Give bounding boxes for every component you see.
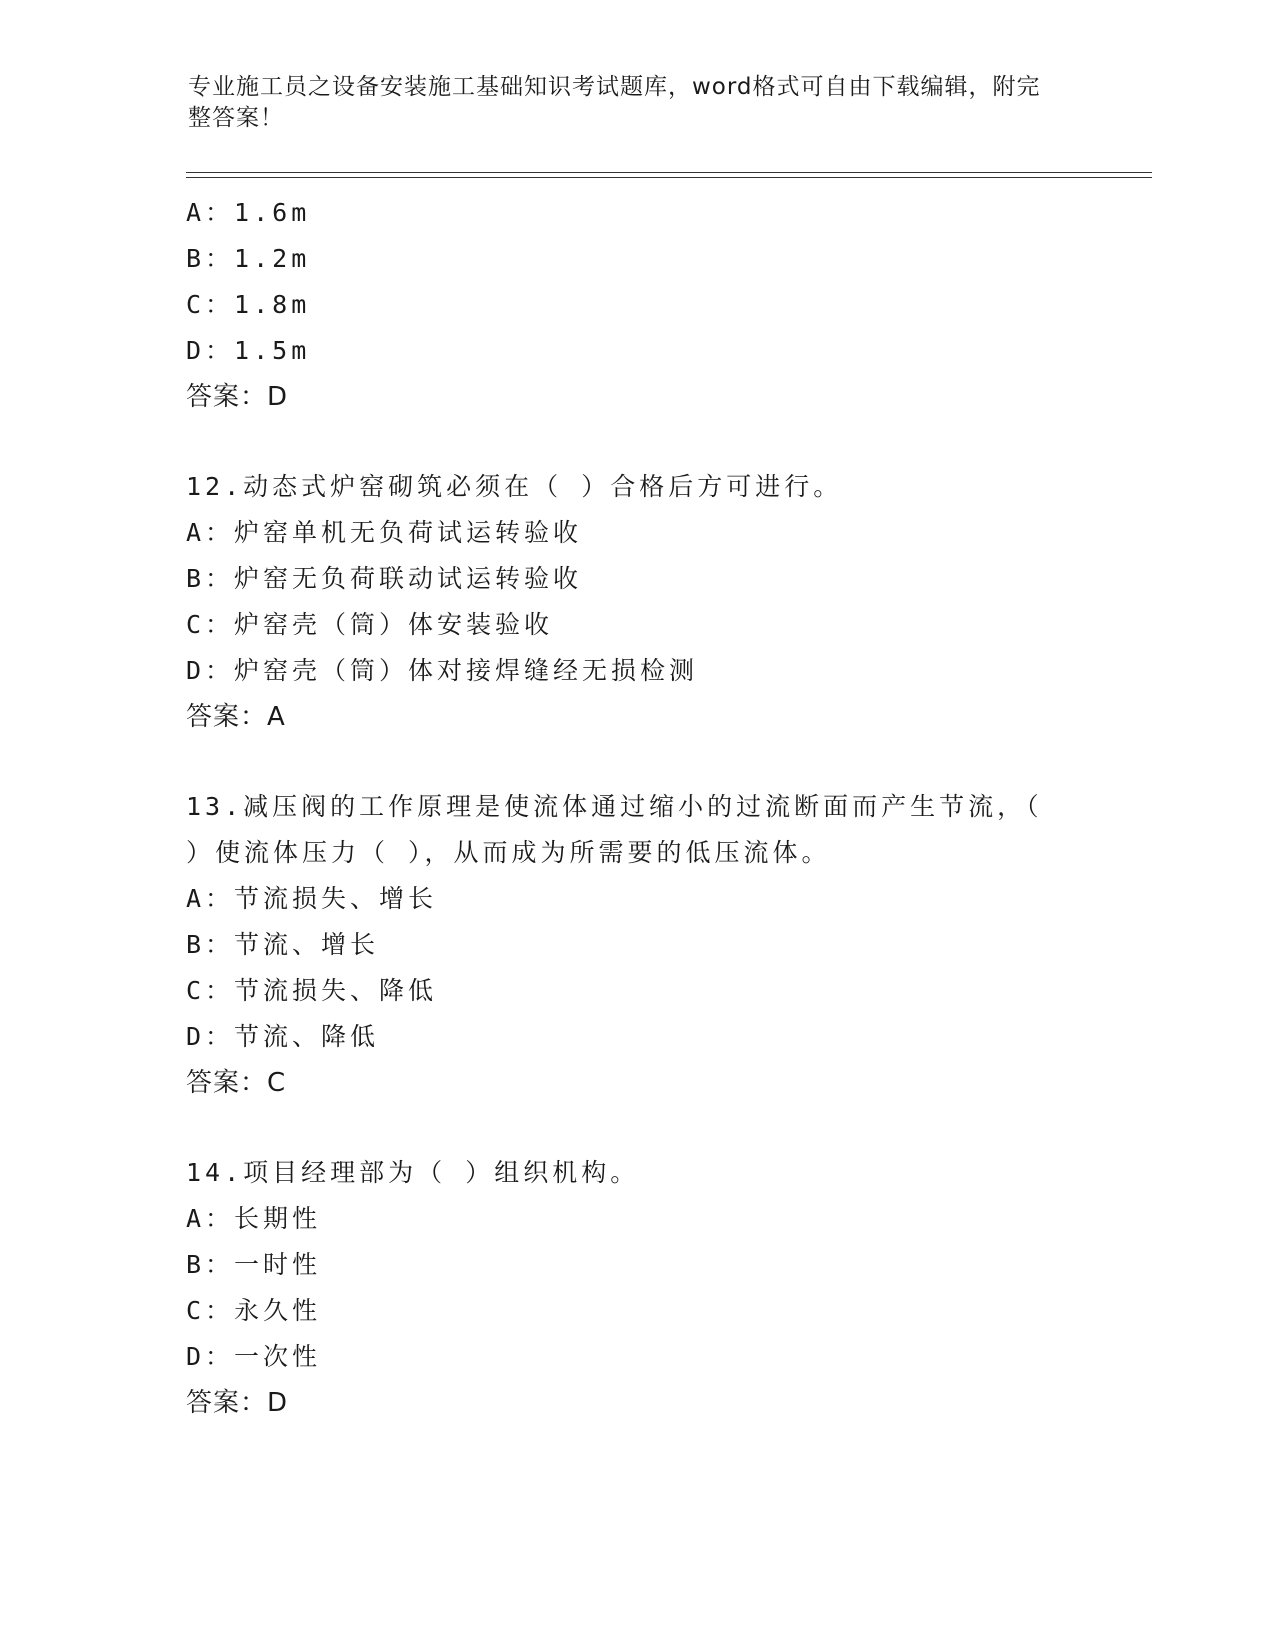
option-b: B：1.2m [186, 244, 311, 273]
answer: 答案：D [186, 382, 289, 412]
option-d: D：一次性 [186, 1342, 322, 1371]
option-a: A：炉窑单机无负荷试运转验收 [186, 518, 583, 547]
answer: 答案：D [186, 1388, 289, 1418]
option-c: C：节流损失、降低 [186, 976, 438, 1005]
question-12 [186, 464, 1146, 740]
question-stem-line-2: ）使流体压力（ ），从而成为所需要的低压流体。 [186, 838, 831, 867]
option-d: D：1.5m [186, 336, 311, 365]
answer: 答案：A [186, 702, 286, 732]
option-c: C：永久性 [186, 1296, 322, 1325]
page-header [188, 72, 1068, 134]
header-title-line-2: 整答案！ [188, 105, 284, 131]
question-stem: 12.动态式炉窑砌筑必须在（ ）合格后方可进行。 [186, 472, 843, 501]
option-a: A：节流损失、增长 [186, 884, 438, 913]
option-a: A：1.6m [186, 198, 311, 227]
question-13 [186, 784, 1146, 1106]
question-stem: 14.项目经理部为（ ）组织机构。 [186, 1158, 640, 1187]
spacer [186, 740, 1146, 784]
spacer [186, 420, 1146, 464]
answer: 答案：C [186, 1068, 287, 1098]
spacer [186, 1106, 1146, 1150]
option-b: B：节流、增长 [186, 930, 380, 959]
header-title-line-1: 专业施工员之设备安装施工基础知识考试题库，word格式可自由下载编辑，附完 [188, 74, 1041, 100]
question-stem-line-1: 13.减压阀的工作原理是使流体通过缩小的过流断面而产生节流，（ [186, 792, 1043, 821]
header-rule-top [186, 172, 1152, 173]
option-d: D：炉窑壳（筒）体对接焊缝经无损检测 [186, 656, 699, 685]
option-b: B：炉窑无负荷联动试运转验收 [186, 564, 583, 593]
option-b: B：一时性 [186, 1250, 322, 1279]
option-d: D：节流、降低 [186, 1022, 380, 1051]
option-c: C：炉窑壳（筒）体安装验收 [186, 610, 554, 639]
header-rule-bottom [186, 177, 1152, 178]
question-11 [186, 190, 1146, 420]
option-c: C：1.8m [186, 290, 311, 319]
option-a: A：长期性 [186, 1204, 322, 1233]
question-14 [186, 1150, 1146, 1426]
question-list [186, 190, 1146, 1426]
